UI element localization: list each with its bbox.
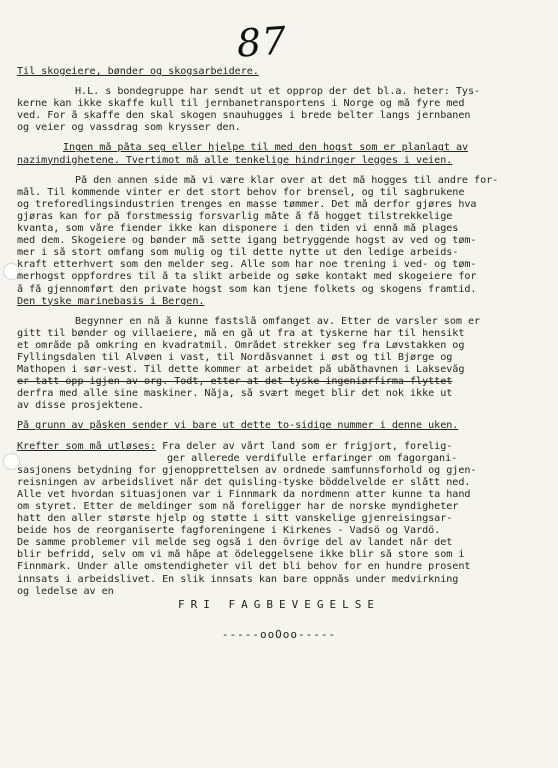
paragraph-1 <box>17 86 542 134</box>
text-line: H.L. s bondegruppe har sendt ut et opprop der det bl.a. heter: Tys- <box>75 86 481 98</box>
paragraph-4 <box>17 316 542 413</box>
text-line: kraft etterhvert som den melder seg. Alle som har noe trening i ved- og tøm- <box>17 259 477 271</box>
paragraph-6 <box>17 441 542 598</box>
text-line: og veier og vassdrag som krysser den. <box>17 122 241 134</box>
easter-notice <box>17 420 542 432</box>
text-line: beide hos de reorganiserte fagforeningene i Kirkenes - Vadsö og Vardö. <box>17 525 441 537</box>
signature: FRI FAGBEVEGELSE <box>178 598 380 611</box>
text-line: Alle vet hvordan situasjonen var i Finnmark da nordmenn atter kunne ta hand <box>17 488 471 500</box>
text-line: kvanta, som våre fiender ikke kan disponere i den tiden vi ennå må plages <box>17 223 459 235</box>
text-line: og treforedlingsindustrien trenges en masse tømmer. Det må derfor gjøres hva <box>17 198 477 210</box>
text-line: om styret. Etter de meldinger som nå foreligger har de norske myndigheter <box>17 501 459 512</box>
text-line: gjøras kan for på forstmessig forsvarlig måte å få hogget tilstrekkelige <box>17 210 453 222</box>
document-body <box>17 66 542 598</box>
text-line: mer i så stort omfang som mulig og til dette nytte ut den ledige arbeids- <box>17 247 459 259</box>
text-line: På den annen side må vi være klar over at det må hogges til andre for- <box>75 174 499 186</box>
page-number: 87 <box>235 18 289 66</box>
text-line: ved. For å skaffe den skal skogen snauhugges i brede belter langs jernbanen <box>17 110 471 122</box>
text-line-continued: Fra deler av vårt land som er frigjort, forelig- <box>156 440 453 452</box>
text-line: mål. Til kommende vinter er det stort behov for brensel, og til sagbrukene <box>17 186 465 198</box>
text-line: merhogst oppfordres til å ta slikt arbeide og søke kontakt med skogeiere for <box>17 271 477 283</box>
end-mark: -----ooOoo----- <box>221 628 337 641</box>
text-line: med dem. Skogeiere og bønder må sette igang betryggende hogst av ved og tøm- <box>17 235 477 247</box>
text-line: Ingen må påta seg eller hjelpe til med den hogst som er planlagt av <box>63 142 469 154</box>
document-title: Til skogeiere, bønder og skogsarbeidere. <box>17 66 259 77</box>
text-line: kerne kan ikke skaffe kull til jernbanetransportens i Norge og må fyre med <box>17 98 465 110</box>
text-line: av disse prosjektene. <box>17 400 144 412</box>
text-line: Fyllingsdalen til Alvøen i vast, til Nordåsvannet i øst og til Bjørge og <box>17 351 453 363</box>
text-line: blir befridd, selv om vi må håpe at ödeleggelsene ikke blir så store som i <box>17 549 465 561</box>
section-heading-krefter: Krefter som må utløses: <box>17 440 157 452</box>
text-line: Begynner en nå å kunne fastslå omfanget av. Etter de varsler som er <box>75 315 481 327</box>
text-line: hatt den aller største hjelp og støtte i sitt vanskelige gjenreisingsar- <box>17 513 453 525</box>
text-line: er tatt opp igjen av org. Todt, etter at det tyske ingeniørfirma flyttet <box>17 376 453 388</box>
text-line <box>17 441 542 453</box>
text-line: å få gjennomført den private hogst som kan tjene folkets og skogens framtid. <box>17 283 477 295</box>
text-line: nazimyndighetene. Tvertimot må alle tenkelige hindringer legges i veien. <box>17 154 453 166</box>
easter-notice-underlined: På grunn av påsken sender vi bare ut dette to-sidige nummer i denne uken. <box>17 420 459 432</box>
text-line: ger allerede verdifulle erfaringer om fagorgani- <box>167 452 458 464</box>
text-line: innsats i arbeidslivet. En slik innsats kan bare oppnås under medvirkning <box>17 573 459 585</box>
text-line: gitt til bønder og villaeiere, må en gå ut fra at tyskerne har til hensikt <box>17 327 465 339</box>
text-line: derfra med alle sine maskiner. Nåja, så svært meget blir det nok ikke ut <box>17 388 453 400</box>
text-line: De samme problemer vil melde seg også i den övrige del av landet når det <box>17 537 453 549</box>
text-line: et område på omkring en kvadratmil. Området strekker seg fra Løvstakken og <box>17 339 465 351</box>
text-line: sasjonens betydning for gjenopprettelsen av ordnede samfunnsforhold og gjen- <box>17 464 477 476</box>
paragraph-3 <box>17 175 542 296</box>
text-line: og ledelse av en <box>17 585 114 597</box>
section-heading-bergen: Den tyske marinebasis i Bergen. <box>17 295 205 307</box>
paragraph-2 <box>17 142 542 166</box>
text-line: reisningen av arbeidslivet når det quisling-tyske böddelvelde er slått ned. <box>17 476 471 488</box>
text-line: Mathopen i sør-vest. Til dette kommer at arbeidet på ubåthavnen i Laksevåg <box>17 364 465 376</box>
text-line: Finnmark. Under alle omstendigheter vil det bli behov for en hundre prosent <box>17 561 471 573</box>
